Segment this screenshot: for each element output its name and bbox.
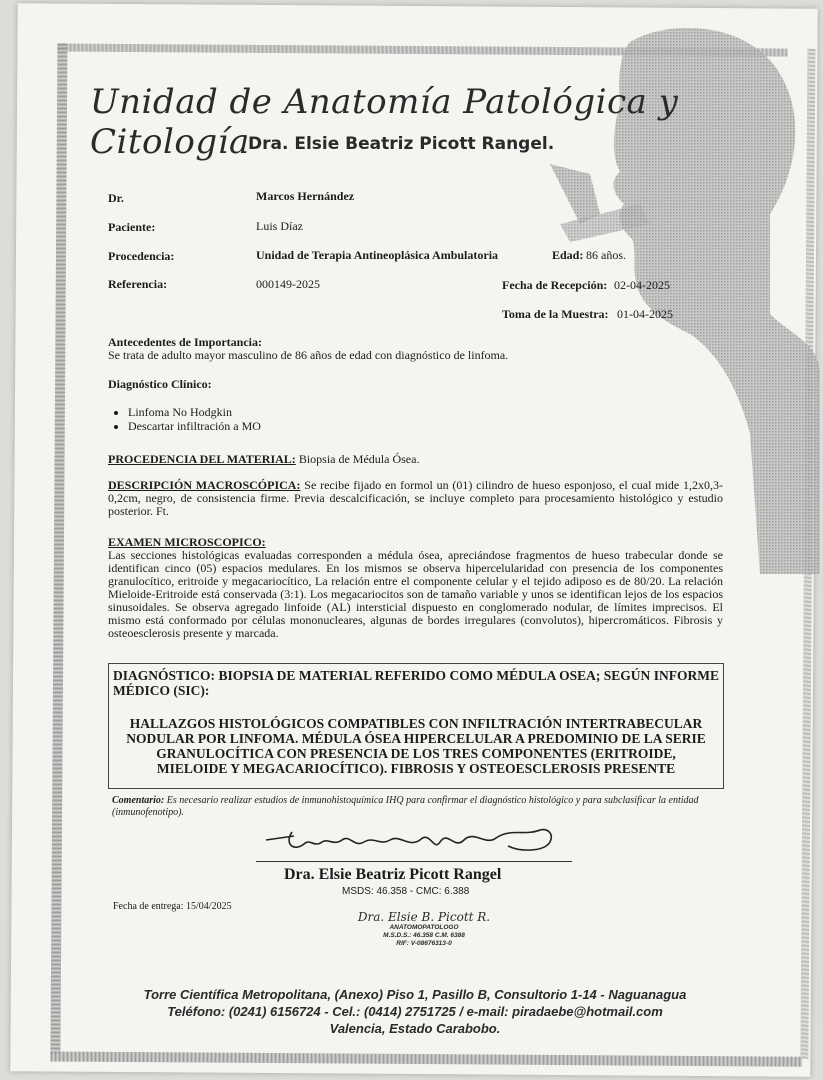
- dr-label: Dr.: [108, 191, 124, 205]
- microscopico-text: Las secciones histológicas evaluadas corresponden a médula ósea, apreciándose fragmentos de hueso trabecular donde se identifican cinco (05) espacios medulares. En los mismos se observa hipercelularidad con presencia de los componentes granulocítico, eritroide y megacariocítico, La relación entre el componente celular y el tejido adiposo es de 80/20. La relación Mieloide-Eritroide está conservada (3:1). Los megacariocitos son de tamaño variable y unos se identifican lejos de los espacios sinusoidales. Se observa agregado linfoide (AL) intersticial dispuesto en conglomerado nodular, de límites imprecisos. El mismo está conformado por células mononucleares, algunas de bordes irregulares (convolutos), hipercromáticos. Fibrosis y osteoesclerosis presente y marcada.: [108, 548, 723, 640]
- microscopico-heading: EXAMEN MICROSCOPICO:: [108, 535, 266, 549]
- diagnostico-box: [108, 663, 724, 789]
- recepcion-label: Fecha de Recepción:: [502, 278, 608, 292]
- border-bottom: [50, 1051, 802, 1066]
- stamp-rif: RIF: V-08676313-0: [396, 940, 452, 947]
- procedencia-value: Unidad de Terapia Antineoplásica Ambulatoria: [256, 248, 499, 262]
- comentario-label: Comentario:: [112, 795, 165, 806]
- doctor-header-name: Dra. Elsie Beatriz Picott Rangel.: [248, 134, 555, 154]
- msds-line: MSDS: 46.358 - CMC: 6.388: [342, 886, 470, 897]
- stamp-name: Dra. Elsie B. Picott R.: [357, 910, 491, 924]
- comentario: [112, 795, 732, 819]
- antecedentes-heading: Antecedentes de Importancia:: [108, 335, 262, 349]
- list-item: • Descartar infiltración a MO: [128, 419, 723, 433]
- diagnostico-heading: DIAGNÓSTICO: BIOPSIA DE MATERIAL REFERIDO COMO MÉDULA OSEA; SEGÚN INFORME MÉDICO (SIC):: [113, 668, 719, 698]
- procedencia-material-text: Biopsia de Médula Ósea.: [298, 452, 420, 466]
- list-item: • Linfoma No Hodgkin: [128, 405, 723, 419]
- procedencia-label: Procedencia:: [108, 249, 175, 263]
- stamp-msds: M.S.D.S.: 46.358 C.M. 6388: [383, 932, 465, 939]
- stamp-role: ANATOMOPATOLOGO: [389, 924, 459, 931]
- referencia-value: 000149-2025: [256, 277, 320, 291]
- referencia-label: Referencia:: [108, 277, 168, 291]
- diagnostico-body: HALLAZGOS HISTOLÓGICOS COMPATIBLES CON INFILTRACIÓN INTERTRABECULAR NODULAR POR LINFOMA. MÉDULA ÓSEA HIPERCELULAR A PREDOMINIO DE LA SERIE GRANULOCÍTICA CON PRESENCIA DE LOS TRES COMPONENTES (ERITROIDE, MIELOIDE Y MEGACARIOCÍTICO). FIBROSIS Y OSTEOESCLEROSIS PRESENTE: [126, 716, 706, 776]
- fecha-entrega: Fecha de entrega: 15/04/2025: [113, 901, 232, 912]
- macroscopica-heading: DESCRIPCIÓN MACROSCÓPICA:: [108, 478, 301, 492]
- macroscopica-text: Se recibe fijado en formol un (01) cilindro de hueso esponjoso, el cual mide 1,2x0,3-0,2cm, negro, de consistencia firme. Previa descalcificación, se incluye completo para procesamiento histológico y estudio posterior. Ft.: [108, 478, 724, 518]
- macroscopica-section: [108, 479, 723, 518]
- signature-line: [256, 861, 572, 862]
- microscopico-section: [108, 536, 723, 640]
- recepcion-value: 02-04-2025: [614, 278, 670, 292]
- comentario-text: Es necesario realizar estudios de inmunohistoquímica IHQ para confirmar el diagnóstico histológico y para subclasificar la entidad (inmunofenotipo).: [112, 795, 699, 818]
- antecedentes-text: Se trata de adulto mayor masculino de 86 años de edad con diagnóstico de linfoma.: [108, 348, 509, 362]
- procedencia-material-heading: PROCEDENCIA DEL MATERIAL:: [108, 452, 296, 466]
- footer-address: [100, 986, 730, 1037]
- diagnostico-clinico-heading: Diagnóstico Clínico:: [108, 377, 212, 391]
- edad-label: Edad:: [552, 248, 584, 262]
- lab-title: Unidad de Anatomía Patológica y Citología: [90, 82, 679, 162]
- border-left: [50, 43, 67, 1053]
- paciente-value: Luis Díaz: [256, 219, 303, 233]
- signature-icon: [264, 822, 564, 862]
- procedencia-material-section: [108, 453, 723, 466]
- footer-line3: Valencia, Estado Carabobo.: [329, 1021, 501, 1036]
- edad-value: 86 años.: [586, 248, 626, 262]
- dr-value: Marcos Hernández: [256, 189, 355, 203]
- doctor-stamp: [344, 910, 504, 948]
- diagnostico-clinico-section: [108, 378, 723, 433]
- paciente-label: Paciente:: [108, 220, 156, 234]
- footer-line2: Teléfono: (0241) 6156724 - Cel.: (0414) 2751725 / e-mail: piradaebe@hotmail.com: [167, 1004, 663, 1019]
- footer-line1: Torre Científica Metropolitana, (Anexo) Piso 1, Pasillo B, Consultorio 1-14 - Naguanagua: [143, 987, 687, 1002]
- antecedentes-section: [108, 336, 723, 362]
- muestra-label: Toma de la Muestra:: [502, 307, 609, 321]
- signer-name: Dra. Elsie Beatriz Picott Rangel: [284, 866, 502, 883]
- muestra-value: 01-04-2025: [617, 307, 673, 321]
